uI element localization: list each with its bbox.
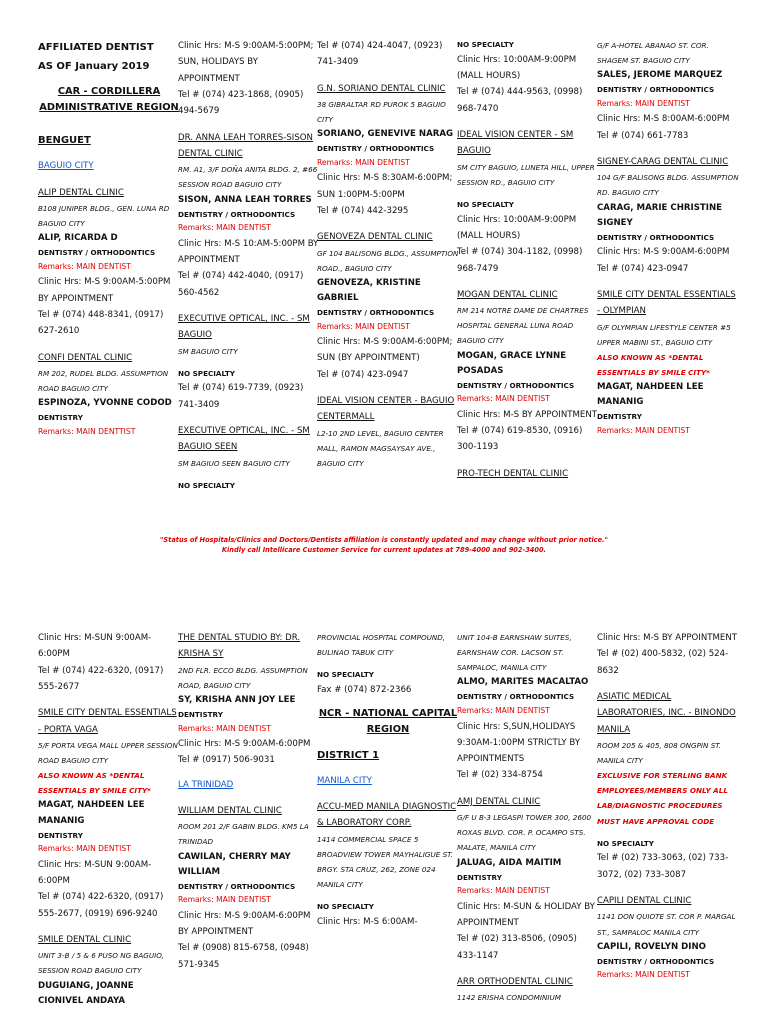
clinic-hours: Clinic Hrs: M-S 8:00AM-6:00PM [597,114,730,125]
clinic-hours: Clinic Hrs: M-S 8:30AM-6:00PM; SUN 1:00PM-5:00PM [317,173,453,200]
remarks: Remarks: MAIN DENTTIST [38,426,136,436]
clinic-hours: Clinic Hrs: S,SUN,HOLIDAYS 9:30AM-1:00PM STRICTLY BY APPOINTMENTS [457,721,581,765]
specialty: NO SPECIALTY [457,40,514,49]
clinic-name: MOGAN DENTAL CLINIC [457,289,558,300]
column-4-top [457,38,599,482]
clinic-name: EXECUTIVE OPTICAL, INC. - SM BAGUIO [178,313,310,341]
dentist-name: MAGAT, NAHDEEN LEE MANANIG [38,800,145,826]
column-1-bottom [38,630,180,1009]
specialty: DENTISTRY [178,709,223,719]
also-known-as-note: ALSO KNOWN AS *DENTAL ESSENTIALS BY SMILE CITY* [597,352,710,378]
remarks: Remarks: MAIN DENTIST [178,895,271,905]
clinic-name: SMILE CITY DENTAL ESSENTIALS - OLYMPIAN [597,290,736,317]
dentist-name: CARAG, MARIE CHRISTINE SIGNEY [597,202,723,228]
district-heading: DISTRICT 1 [317,749,380,761]
telephone: Tel # (074) 661-7783 [597,130,689,141]
region-heading-car: CAR - CORDILLERA ADMINISTRATIVE REGION [39,86,179,113]
clinic-address: B108 JUNIPER BLDG., GEN. LUNA RD BAGUIO CITY [38,204,170,229]
column-3-bottom [317,630,459,930]
telephone: Tel # (074) 423-0947 [317,369,409,380]
specialty: DENTISTRY / ORTHODONTICS [317,144,435,154]
clinic-name: SIGNEY-CARAG DENTAL CLINIC [597,157,729,168]
remarks: Remarks: MAIN DENTIST [597,970,690,980]
telephone: Tel # (074) 442-4040, (0917) 560-4562 [178,271,304,298]
specialty: DENTISTRY / ORTHODONTICS [457,692,575,702]
clinic-name: WILLIAM DENTAL CLINIC [178,806,282,817]
clinic-address: 104 G/F BALISONG BLDG. ASSUMPTION RD. BAGUIO CITY [597,173,739,198]
clinic-hours: Clinic Hrs: M-S 10:AM-5:00PM BY APPOINTMENT [178,238,319,265]
specialty: DENTISTRY / ORTHODONTICS [38,248,156,258]
specialty: NO SPECIALTY [317,902,374,912]
clinic-address: SM CITY BAGUIO, LUNETA HILL, UPPER SESSION RD., BAGUIO CITY [457,162,595,187]
region-heading-ncr: NCR - NATIONAL CAPITAL REGION [318,708,458,735]
telephone: Tel # (074) 422-6320, (0917) 555-2677 [38,665,164,692]
remarks: Remarks: MAIN DENTIST [457,706,550,716]
clinic-name: IDEAL VISION CENTER - BAGUIO CENTERMALL [317,396,455,423]
clinic-name: ASIATIC MEDICAL LABORATORIES, INC. - BINONDO MANILA [597,691,736,735]
telephone: Tel # (02) 733-3063, (02) 733-3072, (02) 733-3087 [597,853,729,880]
remarks: Remarks: MAIN DENTIST [457,394,550,404]
clinic-address: 1142 ERISHA CONDOMINIUM [457,993,561,1003]
specialty: DENTISTRY [457,872,502,882]
clinic-name: ARR ORTHODENTAL CLINIC [457,976,573,987]
clinic-hours: Clinic Hrs: M-S 9:00AM-5:00PM BY APPOINTMENT [38,277,171,304]
clinic-hours: Clinic Hrs: 10:00AM-9:00PM (MALL HOURS) [457,54,577,81]
clinic-hours: Clinic Hrs: M-SUN & HOLIDAY BY APPOINTMENT [457,901,595,928]
clinic-address: 1141 DON QUIOTE ST. COR P. MARGAL ST., SAMPALOC MANILA CITY [597,912,736,937]
specialty: DENTISTRY [38,830,83,840]
telephone: Tel # (0908) 815-6758, (0948) 571-9345 [178,943,309,970]
clinic-hours: Clinic Hrs: M-SUN 9:00AM-6:00PM [38,859,152,886]
clinic-address: 1414 COMMERCIAL SPACE 5 BROADVIEW TOWER MAYHALIGUE ST. BRGY. STA CRUZ, 262, ZONE 024 MANILA CITY [317,834,453,889]
specialty: DENTISTRY / ORTHODONTICS [597,85,715,95]
remarks: Remarks: MAIN DENTIST [178,223,271,233]
dentist-name: DUGUIANG, JOANNE CIONIVEL ANDAYA [38,980,134,1006]
fax-number: Fax # (074) 872-2366 [317,684,412,695]
clinic-name: SMILE CITY DENTAL ESSENTIALS - PORTA VAGA [38,708,177,735]
clinic-hours: Clinic Hrs: M-SUN 9:00AM-6:00PM [38,633,152,660]
clinic-name: IDEAL VISION CENTER - SM BAGUIO [457,129,574,157]
clinic-address: 38 GIBRALTAR RD PUROK 5 BAGUIO CITY [317,99,446,125]
specialty: NO SPECIALTY [317,670,374,680]
specialty: DENTISTRY / ORTHODONTICS [597,956,715,966]
telephone: Tel # (074) 304-1182, (0998) 968-7479 [457,247,583,274]
specialty: DENTISTRY / ORTHODONTICS [457,380,575,390]
column-2-top [178,38,320,493]
clinic-name: PRO-TECH DENTAL CLINIC [457,468,569,479]
clinic-address: ROOM 201 2/F GABIN BLDG. KM5 LA TRINIDAD [178,822,309,847]
dentist-name: MOGAN, GRACE LYNNE POSADAS [457,350,567,376]
clinic-name: G.N. SORIANO DENTAL CLINIC [317,83,446,94]
dentist-name: SORIANO, GENEVIVE NARAG [317,129,454,140]
column-3-top [317,38,459,471]
telephone: Tel # (074) 448-8341, (0917) 627-2610 [38,310,164,337]
clinic-address: RM 214 NOTRE DAME DE CHARTRES HOSPITAL GENERAL LUNA ROAD BAGUIO CITY [457,306,589,346]
notice-line-2: Kindly call Intellicare Customer Service for current updates at 789-4000 and 902-3400. [221,545,547,554]
clinic-address: 5/F PORTA VEGA MALL UPPER SESSION ROAD BAGUIO CITY [38,740,178,766]
clinic-name: ACCU-MED MANILA DIAGNOSTIC & LABORATORY CORP. [317,801,457,829]
clinic-address: SM BAGUIO CITY [178,346,238,356]
dentist-name: ESPINOZA, YVONNE CODOD [38,398,172,409]
telephone: Tel # (074) 442-3295 [317,206,409,217]
dentist-name: ALIP, RICARDA D [38,233,118,244]
clinic-hours: Clinic Hrs: M-S 9:00AM-6:00PM [597,247,730,258]
clinic-hours: Clinic Hrs: M-S 9:00AM-5:00PM; SUN, HOLIDAYS BY APPOINTMENT [178,41,314,84]
column-5-top [597,38,739,438]
dentist-name: CAWILAN, CHERRY MAY WILLIAM [178,851,291,877]
clinic-address: UNIT 104-B EARNSHAW SUITES, EARNSHAW COR. LACSON ST. SAMPALOC, MANILA CITY [457,633,572,673]
telephone: Tel # (02) 400-5832, (02) 524-8632 [597,649,729,676]
dentist-name: MAGAT, NAHDEEN LEE MANANIG [597,382,704,408]
clinic-name: AMJ DENTAL CLINIC [457,796,541,807]
clinic-name: CAPILI DENTAL CLINIC [597,896,692,907]
clinic-name: EXECUTIVE OPTICAL, INC. - SM BAGUIO SEEN [178,426,310,453]
document-title: AFFILIATED DENTIST [38,42,154,53]
specialty: NO SPECIALTY [178,368,235,378]
remarks: Remarks: MAIN DENTIST [597,425,690,435]
also-known-as-note: ALSO KNOWN AS *DENTAL ESSENTIALS BY SMILE CITY* [38,771,151,796]
column-5-bottom [597,630,739,983]
remarks: Remarks: MAIN DENTIST [178,723,271,733]
dentist-name: SISON, ANNA LEAH TORRES [178,194,312,205]
column-2-bottom [178,630,320,973]
dentist-name: SALES, JEROME MARQUEZ [597,70,723,81]
remarks: Remarks: MAIN DENTIST [457,886,550,896]
affiliation-notice [60,536,708,555]
clinic-address: GF 104 BALISONG BLDG., ASSUMPTION ROAD., BAGUIO CITY [317,248,459,273]
clinic-address: 2ND FLR. ECCO BLDG. ASSUMPTION ROAD, BAGUIO CITY [178,665,308,690]
dentist-name: GENOVEZA, KRISTINE GABRIEL [317,277,421,303]
clinic-address: RM 202, RUDEL BLDG. ASSUMPTION ROAD BAGUIO CITY [38,369,169,394]
remarks: Remarks: MAIN DENTIST [317,157,410,167]
telephone: Tel # (074) 619-7739, (0923) 741-3409 [178,383,304,410]
telephone: Tel # (074) 423-1868, (0905) 494-5679 [178,89,304,117]
specialty: DENTISTRY [38,413,83,423]
specialty: DENTISTRY / ORTHODONTICS [178,209,296,219]
clinic-name: CONFI DENTAL CLINIC [38,352,133,363]
clinic-hours: Clinic Hrs: M-S 9:00AM-6:00PM BY APPOINTMENT [178,910,311,938]
specialty: DENTISTRY [597,412,642,422]
specialty: DENTISTRY / ORTHODONTICS [178,881,296,891]
province-heading-benguet: BENGUET [38,135,91,147]
clinic-hours: Clinic Hrs: M-S BY APPOINTMENT [457,409,598,420]
dentist-name: ALMO, MARITES MACALTAO [457,677,589,688]
remarks: Remarks: MAIN DENTIST [317,321,410,331]
clinic-address: L2-10 2ND LEVEL, BAGUIO CENTER MALL, RAMON MAGSAYSAY AVE., BAGUIO CITY [317,428,444,468]
telephone: Tel # (02) 313-8506, (0905) 433-1147 [457,934,577,961]
telephone: Tel # (074) 444-9563, (0998) 968-7470 [457,87,583,114]
clinic-hours: Clinic Hrs: M-S 6:00AM- [317,916,418,927]
specialty: DENTISTRY / ORTHODONTICS [317,307,435,317]
exclusive-note: EXCLUSIVE FOR STERLING BANK EMPLOYEES/MEMBERS ONLY ALL LAB/DIAGNOSTIC PROCEDURES MUST HAVE APPROVAL CODE [597,771,728,826]
clinic-hours: Clinic Hrs: M-S BY APPOINTMENT [597,633,738,643]
clinic-address: G/F OLYMPIAN LIFESTYLE CENTER #5 UPPER MABINI ST., BAGUIO CITY [597,322,731,347]
clinic-address: G/F U B-3 LEGASPI TOWER 300, 2600 ROXAS BLVD. COR. P. OCAMPO STS. MALATE, MANILA CITY [457,813,592,853]
dentist-name: JALUAG, AIDA MAITIM [457,857,562,868]
telephone: Tel # (02) 334-8754 [457,770,543,781]
clinic-address: RM. A1, 3/F DOÑA ANITA BLDG. 2, #66 SESSION ROAD BAGUIO CITY [178,165,318,190]
telephone: Tel # (074) 424-4047, (0923) 741-3409 [317,41,443,68]
clinic-name: GENOVEZA DENTAL CLINIC [317,232,433,243]
column-4-bottom [457,630,599,1005]
clinic-hours: Clinic Hrs: M-S 9:00AM-6:00PM; SUN (BY APPOINTMENT) [317,337,453,364]
as-of-date: AS OF January 2019 [38,61,150,72]
specialty: DENTISTRY / ORTHODONTICS [597,232,715,242]
specialty: NO SPECIALTY [457,199,514,209]
dentist-name: SY, KRISHA ANN JOY LEE [178,694,296,705]
clinic-hours: Clinic Hrs: 10:00AM-9:00PM (MALL HOURS) [457,214,577,241]
clinic-address: SM BAGIUO SEEN BAGUIO CITY [178,458,290,468]
clinic-name: DR. ANNA LEAH TORRES-SISON DENTAL CLINIC [178,132,313,159]
city-link-baguio[interactable]: BAGUIO CITY [38,161,94,172]
notice-line-1: "Status of Hospitals/Clinics and Doctors/Dentists affiliation is constantly updated and may change without prior notice." [160,536,608,544]
city-link-manila[interactable]: MANILA CITY [317,775,372,786]
remarks: Remarks: MAIN DENTIST [597,98,690,108]
clinic-name: SMILE DENTAL CLINIC [38,934,132,945]
city-link-la-trinidad[interactable]: LA TRINIDAD [178,779,234,790]
telephone: Tel # (074) 422-6320, (0917) 555-2677, (0919) 696-9240 [38,892,164,919]
column-1-top [38,38,180,439]
telephone: Tel # (074) 423-0947 [597,263,689,274]
clinic-hours: Clinic Hrs: M-S 9:00AM-6:00PM [178,739,311,750]
clinic-name: ALIP DENTAL CLINIC [38,187,124,198]
telephone: Tel # (074) 619-8530, (0916) 300-1193 [457,426,583,453]
clinic-address: G/F A-HOTEL ABANAO ST. COR. SHAGEM ST. BAGUIO CITY [597,41,709,66]
clinic-address: UNIT 3-B / 5 & 6 PUSO NG BAGUIO, SESSION ROAD BAGUIO CITY [38,951,164,976]
specialty: NO SPECIALTY [597,838,654,848]
remarks: Remarks: MAIN DENTIST [38,261,131,271]
dentist-name: CAPILI, ROVELYN DINO [597,941,706,952]
remarks: Remarks: MAIN DENTIST [38,844,131,854]
clinic-name: THE DENTAL STUDIO BY: DR. KRISHA SY [178,633,301,660]
clinic-address: ROOM 205 & 405, 808 ONGPIN ST. MANILA CITY [597,740,722,766]
clinic-address: PROVINCIAL HOSPITAL COMPOUND, BULINAO TABUK CITY [317,633,446,658]
telephone: Tel # (0917) 506-9031 [178,755,275,766]
specialty: NO SPECIALTY [178,480,235,490]
